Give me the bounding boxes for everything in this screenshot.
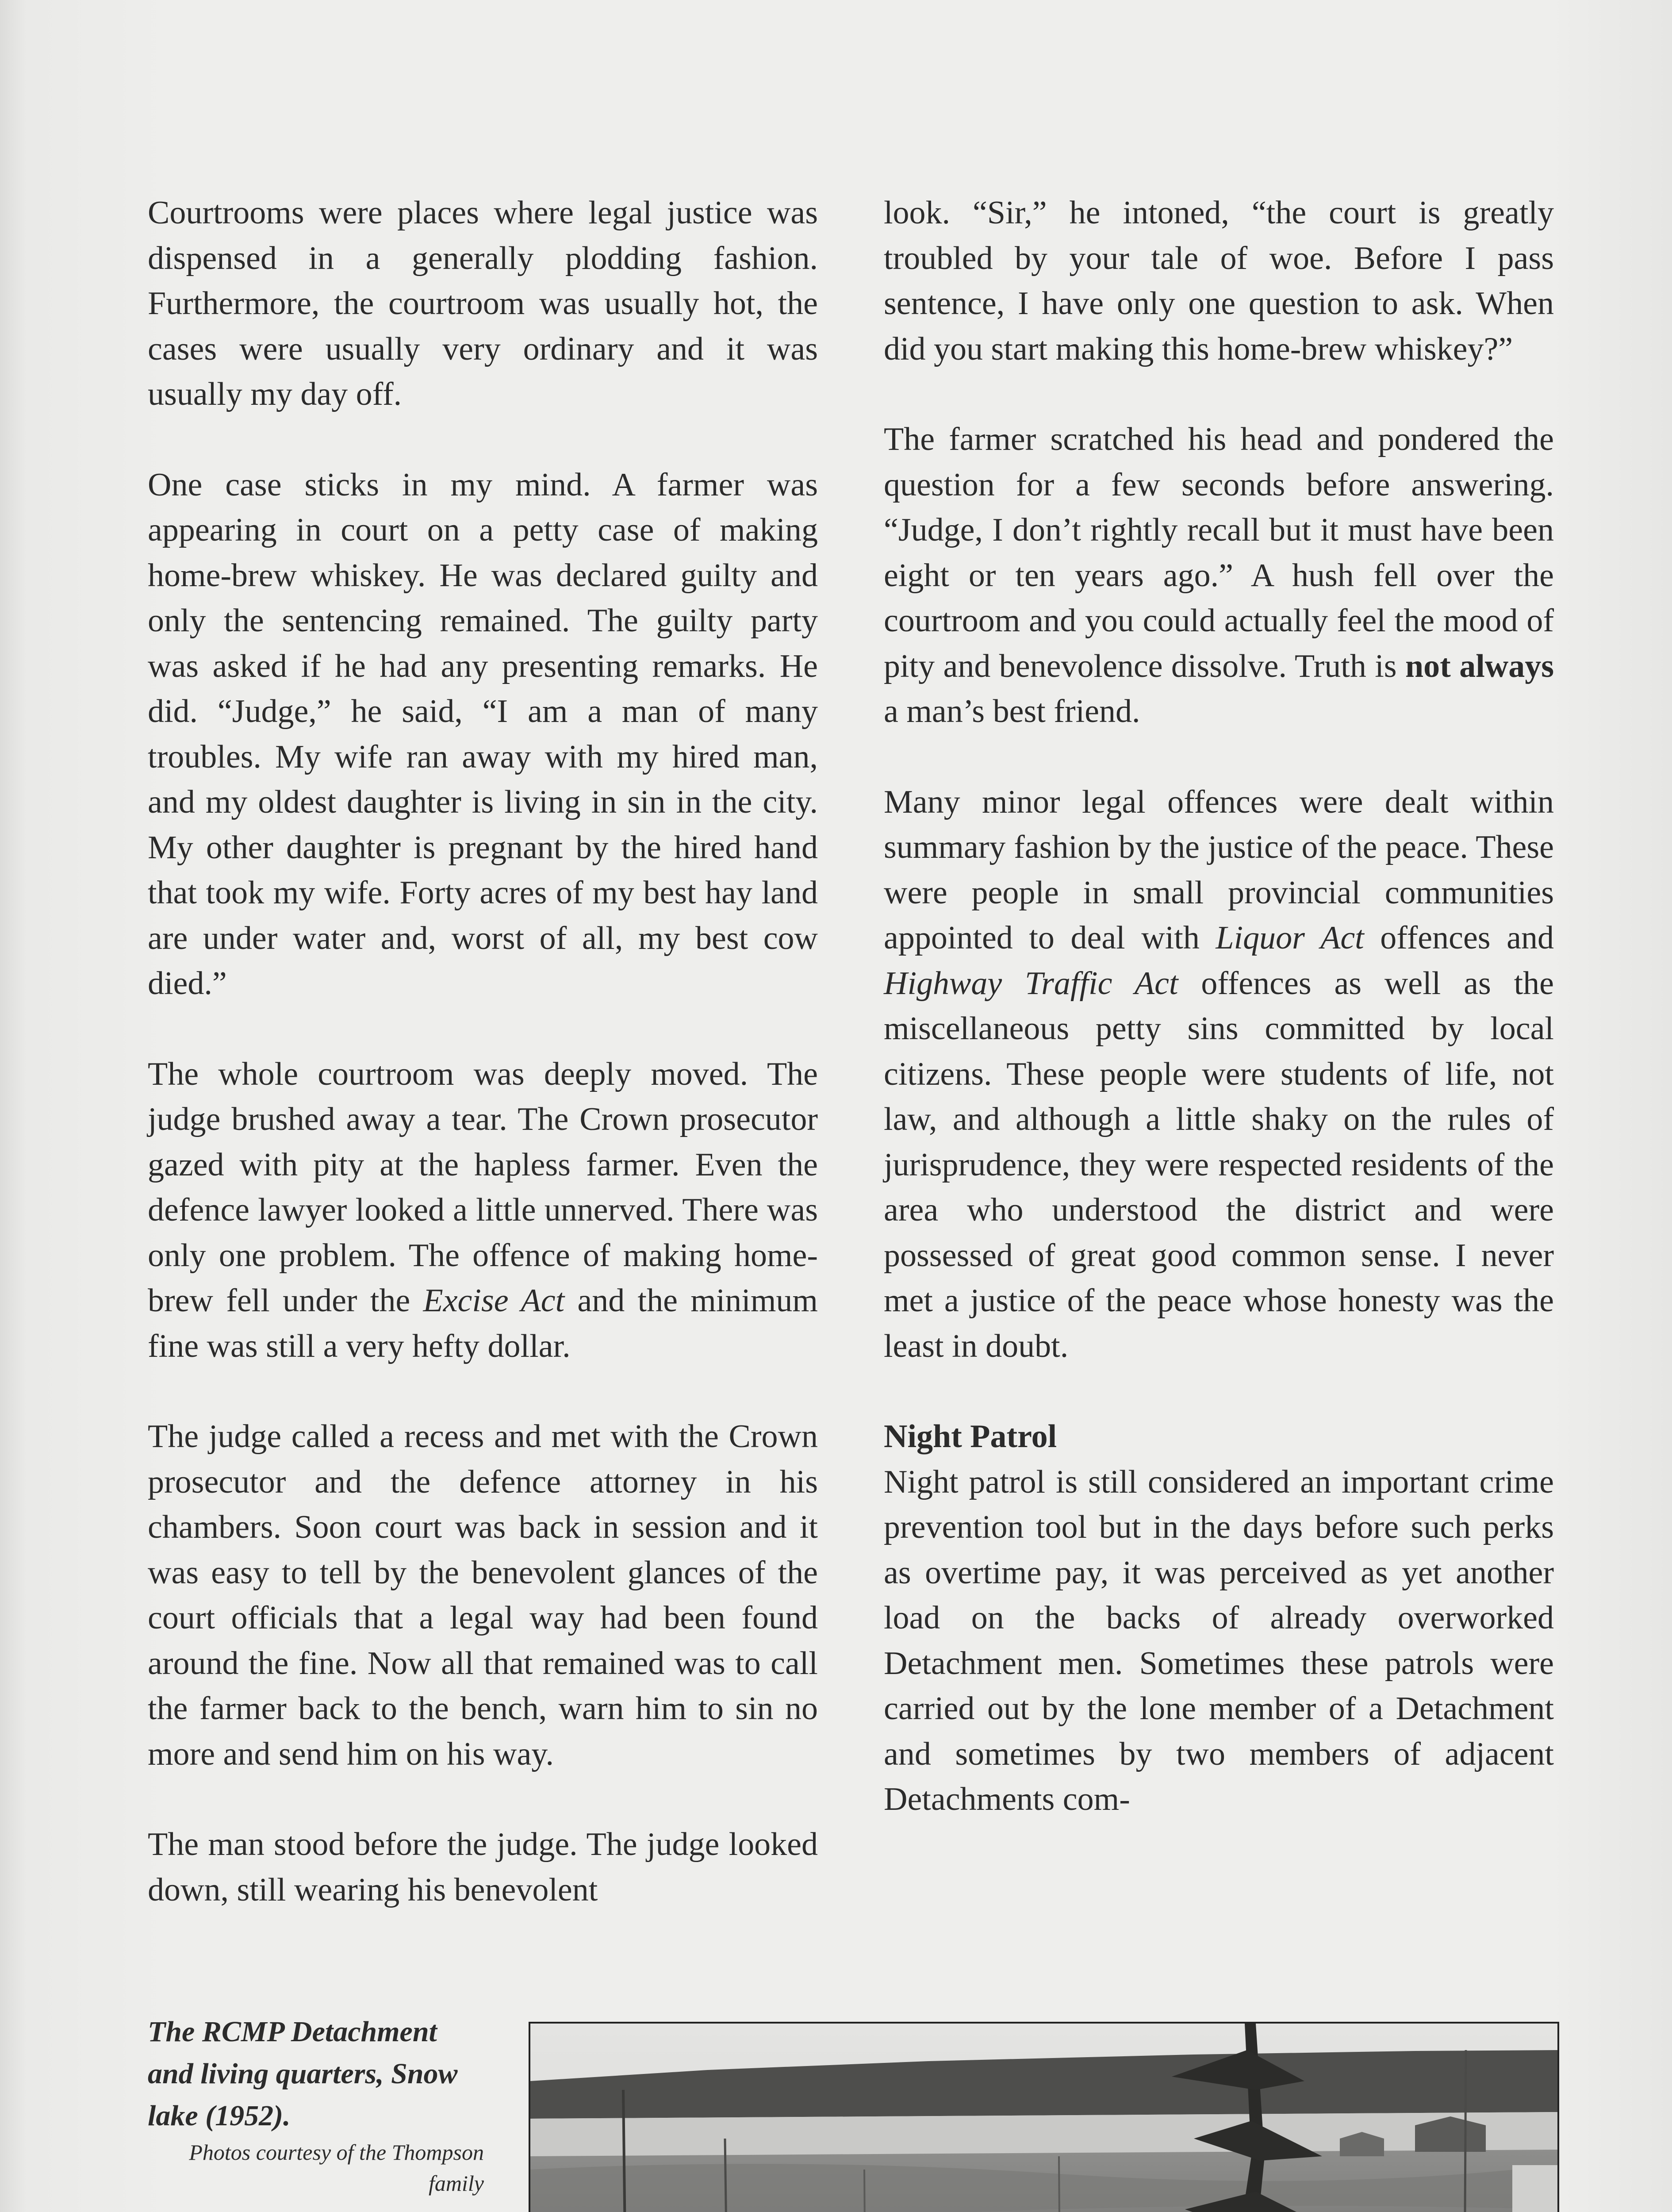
highway-traffic-act-title: Highway Traffic Act	[884, 965, 1178, 1002]
right-paragraph-3-text-a: Many minor legal offences were dealt within summary fashion by the justice of the peace. These were people in small provincial communities appointed to deal with	[884, 783, 1554, 956]
right-paragraph-2	[884, 417, 1554, 734]
right-column	[884, 190, 1554, 1822]
right-paragraph-2-text-a: The farmer scratched his head and pondered the question for a few seconds before answering. “Judge, I don’t rightly recall but it must have been eight or ten years ago.” A hush fell over the courtroom and you could actually feel the mood of pity and benevolence dissolve. Truth is	[884, 421, 1554, 684]
detachment-photo	[529, 2022, 1559, 2212]
right-paragraph-1: look. “Sir,” he intoned, “the court is greatly troubled by your tale of woe. Before I pass sentence, I have only one question to ask. When did you start making this home-brew whiskey?”	[884, 195, 1554, 367]
right-paragraph-3	[884, 780, 1554, 1369]
right-paragraph-2-text-b: a man’s best friend.	[884, 693, 1140, 730]
left-paragraph-4: The judge called a recess and met with the Crown prosecutor and the defence attorney in his chambers. Soon court was back in session and it was easy to tell by the benevolent glances of the court officials that a legal way had been found around the fine. Now all that remained was to call the farmer back to the bench, warn him to sin no more and send him on his way.	[148, 1418, 818, 1772]
photo-credit: Photos courtesy of the Thompson family	[189, 2140, 484, 2196]
excise-act-title: Excise Act	[423, 1283, 565, 1319]
right-paragraph-3-text-c: offences as well as the miscellaneous petty sins committed by local citizens. These people were students of life, not law, and although a little shaky on the rules of jurisprudence, they were respected residents of the area who understood the district and were possessed of great good common sense. I never met a justice of the peace whose honesty was the least in doubt.	[884, 965, 1554, 1364]
left-paragraph-2: One case sticks in my mind. A farmer was appearing in court on a petty case of making home-brew whiskey. He was declared guilty and only the sentencing remained. The guilty party was asked if he had any presenting remarks. He did. “Judge,” he said, “I am a man of many troubles. My wife ran away with my hired man, and my oldest daughter is living in sin in the city. My other daughter is pregnant by the hired hand that took my wife. Forty acres of my best hay land are under water and, worst of all, my best cow died.”	[148, 466, 818, 1002]
left-paragraph-3-text-a: The whole courtroom was deeply moved. The judge brushed away a tear. The Crown prosecutor gazed with pity at the hapless farmer. Even the defence lawyer looked a little unnerved. There was only one problem. The offence of making home-brew fell under the	[148, 1056, 818, 1319]
detachment-photo-illustration	[530, 2024, 1557, 2212]
left-column	[148, 190, 818, 1912]
photo-caption: The RCMP Detachment and living quarters, Snow lake (1952).	[148, 2016, 458, 2132]
not-always-emphasis: not always	[1405, 648, 1554, 684]
left-paragraph-3	[148, 1052, 818, 1369]
left-paragraph-5: The man stood before the judge. The judge looked down, still wearing his benevolent	[148, 1826, 818, 1908]
left-paragraph-1: Courtrooms were places where legal justice was dispensed in a generally plodding fashion. Furthermore, the courtroom was usually hot, the cases were usually very ordinary and it was usually my day off.	[148, 195, 818, 412]
liquor-act-title: Liquor Act	[1216, 920, 1364, 956]
section-heading-night-patrol: Night Patrol	[884, 1418, 1057, 1455]
left-paragraph-3-text-b: and the minimum fine was still a very hefty dollar.	[148, 1283, 818, 1364]
right-paragraph-3-text-b: offences and	[1364, 920, 1554, 956]
right-paragraph-4: Night patrol is still considered an important crime prevention tool but in the days before such perks as overtime pay, it was perceived as yet another load on the backs of already overworked Detachment men. Sometimes these patrols were carried out by the lone member of a Detachment and sometimes by two members of adjacent Detachments com-	[884, 1463, 1554, 1817]
